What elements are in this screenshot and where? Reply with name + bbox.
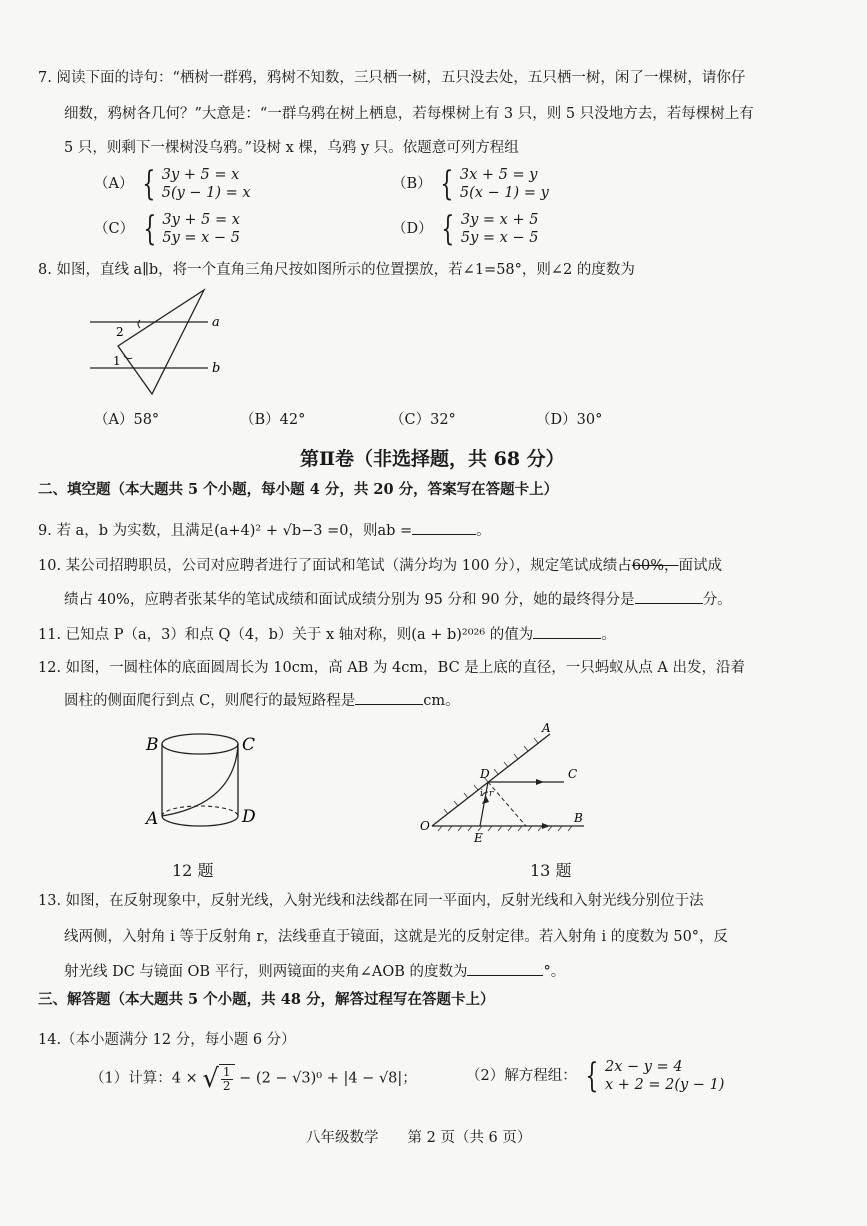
angle-2-arc (138, 320, 140, 328)
q7-line1: 7. 阅读下面的诗句：“栖树一群鸦，鸦树不知数，三只栖一树，五只没去处，五只栖一树，闲了一棵树，请你仔 (38, 70, 746, 86)
q7-option-a[interactable]: （A） { 3y + 5 = x 5(y − 1) = x (94, 164, 251, 204)
label-2: 2 (116, 325, 124, 339)
label-B: B (146, 735, 159, 755)
q7-line2: 细数，鸦树各几何？”大意是：“一群乌鸦在树上栖息，若每棵树上有 3 只，则 5 只没地方去，若每棵树上有 (64, 106, 754, 122)
q13-caption: 13 题 (530, 861, 572, 880)
section3-heading: 三、解答题（本大题共 5 个小题，共 48 分，解答过程写在答题卡上） (38, 991, 495, 1008)
q12-line2: 圆柱的侧面爬行到点 C，则爬行的最短路程是 cm。 (64, 690, 460, 711)
label-C: C (242, 735, 256, 755)
page-footer: 八年级数学 第 2 页（共 6 页） (306, 1130, 532, 1146)
label-B: B (574, 811, 583, 825)
label-A: A (542, 721, 551, 735)
cylinder-top (162, 734, 238, 754)
q13-line3: 射光线 DC 与镜面 OB 平行，则两镜面的夹角∠AOB 的度数为 °。 (64, 961, 565, 982)
ant-path (162, 744, 238, 816)
label-A: A (146, 809, 159, 829)
q12-answer-blank[interactable] (355, 690, 423, 705)
q13-line2: 线两侧，入射角 i 等于反射角 r，法线垂直于镜面，这就是光的反射定律。若入射角 i 的度数为 50°，反 (64, 929, 729, 945)
triangle-ruler (118, 290, 204, 394)
q12-caption: 12 题 (172, 861, 214, 880)
label-E: E (474, 831, 483, 845)
label-1: 1 (113, 354, 121, 368)
q10-line2: 绩占 40%，应聘者张某华的笔试成绩和面试成绩分别为 95 分和 90 分，她的最终得分是 分。 (64, 589, 732, 610)
q7-option-d[interactable]: （D） { 3y = x + 5 5y = x − 5 (392, 209, 539, 249)
label-a: a (212, 315, 220, 330)
q8-text: 8. 如图，直线 a∥b，将一个直角三角尺按如图所示的位置摆放，若∠1=58°，则∠2 的度数为 (38, 262, 635, 278)
q7-line3: 5 只，则剩下一棵树没乌鸦。”设树 x 棵，乌鸦 y 只。依题意可列方程组 (64, 140, 519, 156)
q11: 11. 已知点 P（a，3）和点 Q（4，b）关于 x 轴对称，则(a + b)²⁰²⁶ 的值为 。 (38, 624, 616, 645)
label-r: r (489, 789, 494, 799)
q9-answer-blank[interactable] (412, 520, 476, 535)
q11-answer-blank[interactable] (533, 624, 601, 639)
q13-answer-blank[interactable] (467, 961, 543, 976)
label-D: D (480, 767, 490, 781)
q10-line1: 10. 某公司招聘职员，公司对应聘者进行了面试和笔试（满分均为 100 分），规定笔试成绩占60%，面试成 (38, 558, 723, 574)
label-D: D (242, 807, 256, 827)
q14-part1: （1）计算：4 × √ 1 2 − (2 − √3)⁰ + |4 − √8|； (90, 1063, 417, 1094)
label-C: C (568, 767, 578, 781)
section2-heading: 二、填空题（本大题共 5 个小题，每小题 4 分，共 20 分，答案写在答题卡上） (38, 481, 559, 498)
q7-option-c[interactable]: （C） { 3y + 5 = x 5y = x − 5 (94, 209, 240, 249)
label-b: b (212, 361, 221, 376)
part2-title: 第Ⅱ卷（非选择题，共 68 分） (300, 448, 565, 470)
q8-figure (80, 284, 240, 404)
q12-cylinder-figure (140, 724, 270, 844)
normal-line (488, 782, 526, 826)
q13-reflection-figure (418, 720, 598, 845)
mirror-OA (432, 734, 550, 826)
q14-part2: （2）解方程组： { 2x − y = 4 x + 2 = 2(y − 1) (466, 1056, 725, 1096)
q14-head: 14.（本小题满分 12 分，每小题 6 分） (38, 1032, 296, 1048)
label-O: O (420, 819, 430, 833)
q12-line1: 12. 如图，一圆柱体的底面圆周长为 10cm，高 AB 为 4cm，BC 是上底的直径，一只蚂蚁从点 A 出发，沿着 (38, 660, 745, 676)
q8-option-d[interactable]: （D）30° (536, 412, 603, 428)
label-i: i (480, 789, 483, 799)
q13-line1: 13. 如图，在反射现象中，反射光线，入射光线和法线都在同一平面内，反射光线和入射光线分别位于法 (38, 893, 704, 909)
q8-option-a[interactable]: （A）58° (94, 412, 160, 428)
q8-option-b[interactable]: （B）42° (240, 412, 306, 428)
q9: 9. 若 a，b 为实数，且满足(a+4)² + √b−3 =0，则ab = 。 (38, 520, 491, 541)
q10-answer-blank[interactable] (635, 589, 703, 604)
q8-option-c[interactable]: （C）32° (390, 412, 456, 428)
q7-option-b[interactable]: （B） { 3x + 5 = y 5(x − 1) = y (392, 164, 549, 204)
